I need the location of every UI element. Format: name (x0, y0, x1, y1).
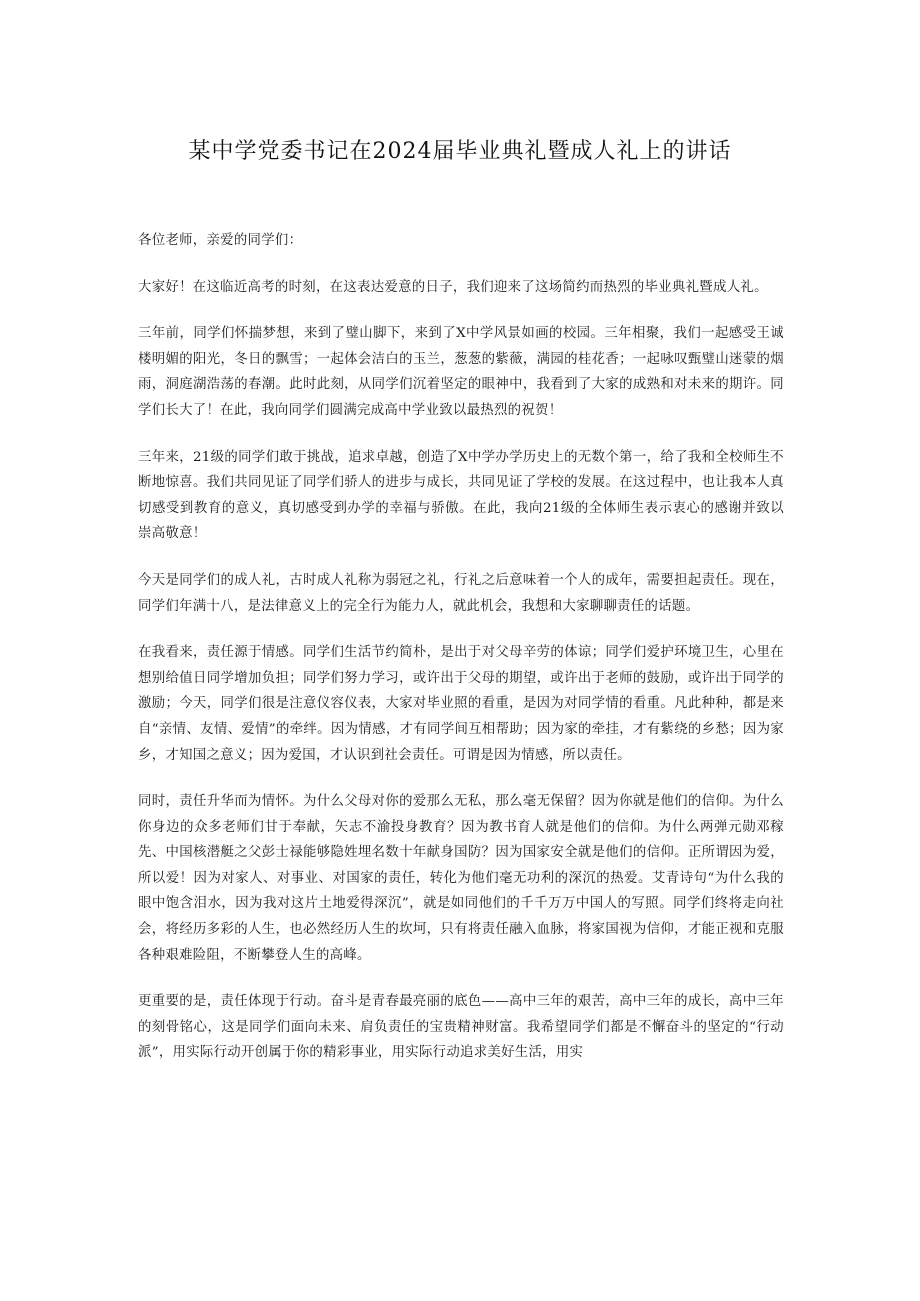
body-paragraph: 今天是同学们的成人礼，古时成人礼称为弱冠之礼，行礼之后意味着一个人的成年，需要担起责任。现在，同学们年满十八，是法律意义上的完全行为能力人，就此机会，我想和大家聊聊责任的话题。 (138, 572, 784, 614)
body-paragraph: 同时，责任升华而为情怀。为什么父母对你的爱那么无私，那么毫无保留？因为你就是他们的信仰。为什么你身边的众多老师们甘于奉献，矢志不渝投身教育？因为教书育人就是他们的信仰。为什么两弹元勋邓稼先、中国核潜艇之父彭士禄能够隐姓埋名数十年献身国防？因为国家安全就是他们的信仰。正所谓因为爱，所以爱！因为对家人、对事业、对国家的责任，转化为他们毫无功利的深沉的热爱。艾青诗句“为什么我的眼中饱含泪水，因为我对这片土地爱得深沉”，就是如同他们的千千万万中国人的写照。同学们终将走向社会，将经历多彩的人生，也必然经历人生的坎坷，只有将责任融入血脉，将家国视为信仰，才能正视和克服各种艰难险阻，不断攀登人生的高峰。 (138, 794, 784, 963)
document-title: 某中学党委书记在2024届毕业典礼暨成人礼上的讲话 (188, 139, 732, 164)
greeting-paragraph: 各位老师，亲爱的同学们： (138, 233, 303, 248)
body-paragraph: 大家好！在这临近高考的时刻，在这表达爱意的日子，我们迎来了这场简约而热烈的毕业典礼暨成人礼。 (138, 279, 768, 295)
document-body (138, 228, 784, 1087)
body-paragraph: 在我看来，责任源于情感。同学们生活节约简朴，是出于对父母辛劳的体谅；同学们爱护环境卫生，心里在想别给值日同学增加负担；同学们努力学习，或许出于父母的期望，或许出于老师的鼓励，或许出于同学的激励；今天，同学们很是注意仪容仪表，大家对毕业照的看重，是因为对同学情的看重。凡此种种，都是来自“亲情、友情、爱情”的牵绊。因为情感，才有同学间互相帮助；因为家的牵挂，才有紫绕的乡愁；因为家乡，才知国之意义；因为爱国，才认识到社会责任。可谓是因为情感，所以责任。 (138, 645, 784, 763)
body-paragraph: 更重要的是，责任体现于行动。奋斗是青春最亮丽的底色——高中三年的艰苦，高中三年的成长，高中三年的刻骨铭心，这是同学们面向未来、肩负责任的宝贵精神财富。我希望同学们都是不懈奋斗的坚定的“行动派”，用实际行动开创属于你的精彩事业，用实际行动追求美好生活，用实 (138, 994, 784, 1061)
body-paragraph: 三年来，21级的同学们敢于挑战，追求卓越，创造了X中学办学历史上的无数个第一，给了我和全校师生不断地惊喜。我们共同见证了同学们骄人的进步与成长，共同见证了学校的发展。在这过程中，也让我本人真切感受到教育的意义，真切感受到办学的幸福与骄傲。在此，我向21级的全体师生表示衷心的感谢并致以崇高敬意！ (138, 449, 784, 542)
body-paragraph: 三年前，同学们怀揣梦想，来到了璧山脚下，来到了X中学风景如画的校园。三年相聚，我们一起感受王诚楼明媚的阳光，冬日的飘雪；一起体会洁白的玉兰，葱葱的紫薇，满园的桂花香；一起咏叹甄璧山迷蒙的烟雨，洞庭湖浩荡的春潮。此时此刻，从同学们沉着坚定的眼神中，我看到了大家的成熟和对未来的期许。同学们长大了！在此，我向同学们圆满完成高中学业致以最热烈的祝贺！ (138, 326, 784, 418)
